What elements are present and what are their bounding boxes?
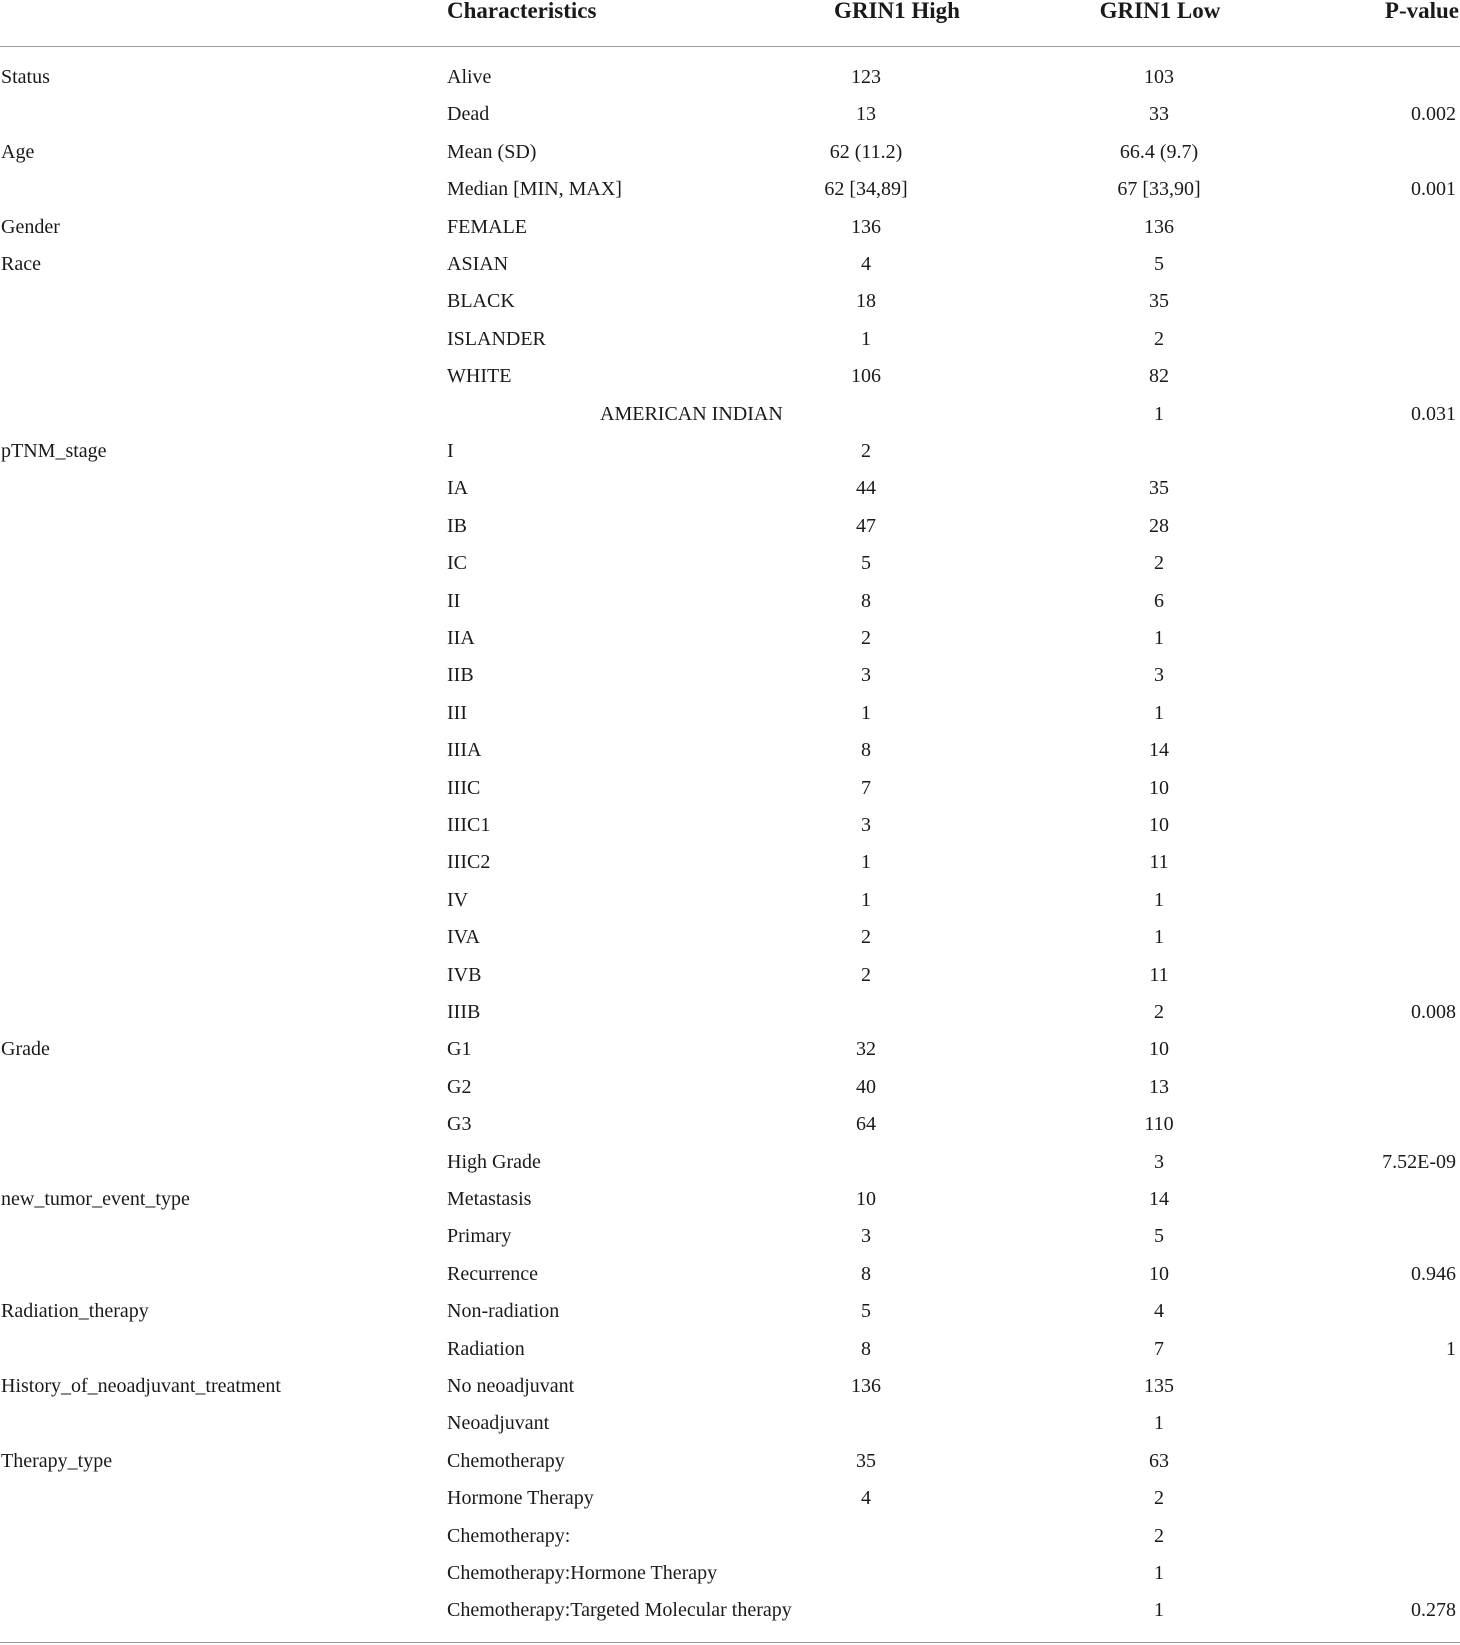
header-grin1-high: GRIN1 High <box>834 0 960 23</box>
row-group-label: Therapy_type <box>1 1450 113 1472</box>
row-characteristic: G2 <box>447 1076 472 1098</box>
header-characteristics: Characteristics <box>447 0 597 23</box>
row-grin1-low-value: 82 <box>1149 365 1169 387</box>
row-grin1-high-value: 40 <box>856 1076 876 1098</box>
row-grin1-low-value: 1 <box>1154 702 1164 724</box>
row-grin1-high-value: 1 <box>861 851 871 873</box>
row-characteristic: No neoadjuvant <box>447 1375 575 1397</box>
row-characteristic: Chemotherapy <box>447 1450 565 1472</box>
row-grin1-high-value: 3 <box>861 814 871 836</box>
row-grin1-low-value: 1 <box>1154 1562 1164 1584</box>
row-grin1-low-value: 14 <box>1149 1188 1169 1210</box>
row-grin1-high-value: 3 <box>861 664 871 686</box>
row-characteristic: High Grade <box>447 1151 541 1173</box>
row-characteristic: BLACK <box>447 290 515 312</box>
row-grin1-low-value: 5 <box>1154 253 1164 275</box>
row-grin1-high-value: 62 (11.2) <box>829 141 903 163</box>
row-grin1-high-value: 1 <box>861 702 871 724</box>
row-grin1-low-value: 67 [33,90] <box>1117 178 1201 200</box>
row-grin1-high-value: 13 <box>856 103 876 125</box>
row-group-label: Age <box>1 141 35 163</box>
row-group-label: Race <box>1 253 41 275</box>
row-group-label: Status <box>1 66 50 88</box>
row-characteristic: AMERICAN INDIAN <box>600 403 783 425</box>
row-p-value: 0.946 <box>1411 1263 1456 1285</box>
row-grin1-low-value: 7 <box>1154 1338 1164 1360</box>
row-grin1-high-value: 8 <box>861 1338 871 1360</box>
row-grin1-high-value: 123 <box>851 66 881 88</box>
header-divider <box>0 46 1460 47</box>
row-grin1-low-value: 10 <box>1149 1038 1169 1060</box>
row-grin1-high-value: 4 <box>861 1487 871 1509</box>
row-grin1-high-value: 2 <box>861 926 871 948</box>
row-characteristic: G3 <box>447 1113 472 1135</box>
row-p-value: 0.001 <box>1411 178 1456 200</box>
row-characteristic: IIIB <box>447 1001 481 1023</box>
row-characteristic: Mean (SD) <box>447 141 537 163</box>
row-grin1-low-value: 63 <box>1149 1450 1169 1472</box>
row-characteristic: Neoadjuvant <box>447 1412 550 1434</box>
row-grin1-low-value: 135 <box>1144 1375 1174 1397</box>
row-grin1-low-value: 136 <box>1144 216 1174 238</box>
row-grin1-high-value: 2 <box>861 964 871 986</box>
row-characteristic: I <box>447 440 454 462</box>
row-grin1-low-value: 2 <box>1154 1525 1164 1547</box>
row-grin1-high-value: 47 <box>856 515 876 537</box>
row-grin1-low-value: 2 <box>1154 1001 1164 1023</box>
row-grin1-high-value: 5 <box>861 552 871 574</box>
row-grin1-low-value: 3 <box>1154 1151 1164 1173</box>
row-group-label: History_of_neoadjuvant_treatment <box>1 1375 281 1397</box>
row-grin1-low-value: 14 <box>1149 739 1169 761</box>
row-grin1-low-value: 4 <box>1154 1300 1164 1322</box>
row-grin1-high-value: 62 [34,89] <box>824 178 908 200</box>
row-characteristic: IVB <box>447 964 482 986</box>
row-characteristic: Radiation <box>447 1338 525 1360</box>
row-characteristic: Primary <box>447 1225 512 1247</box>
row-group-label: Gender <box>1 216 60 238</box>
row-characteristic: IV <box>447 889 469 911</box>
row-grin1-high-value: 8 <box>861 739 871 761</box>
row-grin1-low-value: 66.4 (9.7) <box>1119 141 1199 163</box>
row-characteristic: Recurrence <box>447 1263 539 1285</box>
row-characteristic: III <box>447 702 467 724</box>
row-grin1-low-value: 10 <box>1149 814 1169 836</box>
row-grin1-high-value: 2 <box>861 627 871 649</box>
row-characteristic: Chemotherapy:Hormone Therapy <box>447 1562 718 1584</box>
row-grin1-low-value: 110 <box>1144 1113 1174 1135</box>
row-characteristic: IIIC <box>447 777 481 799</box>
row-grin1-high-value: 3 <box>861 1225 871 1247</box>
row-grin1-high-value: 2 <box>861 440 871 462</box>
row-p-value: 7.52E-09 <box>1382 1151 1456 1173</box>
row-characteristic: Chemotherapy: <box>447 1525 571 1547</box>
row-grin1-low-value: 1 <box>1154 926 1164 948</box>
row-characteristic: IIB <box>447 664 474 686</box>
row-grin1-low-value: 5 <box>1154 1225 1164 1247</box>
row-grin1-low-value: 1 <box>1154 889 1164 911</box>
row-p-value: 1 <box>1446 1338 1456 1360</box>
row-characteristic: IIIC2 <box>447 851 491 873</box>
row-grin1-low-value: 1 <box>1154 627 1164 649</box>
row-p-value: 0.008 <box>1411 1001 1456 1023</box>
row-grin1-low-value: 2 <box>1154 1487 1164 1509</box>
row-grin1-high-value: 136 <box>851 1375 881 1397</box>
row-group-label: pTNM_stage <box>1 440 107 462</box>
row-grin1-high-value: 1 <box>861 328 871 350</box>
row-p-value: 0.278 <box>1411 1599 1456 1621</box>
row-characteristic: Metastasis <box>447 1188 532 1210</box>
row-grin1-low-value: 35 <box>1149 290 1169 312</box>
row-characteristic: Chemotherapy:Targeted Molecular therapy <box>447 1599 792 1621</box>
row-grin1-low-value: 3 <box>1154 664 1164 686</box>
row-grin1-high-value: 106 <box>851 365 881 387</box>
row-grin1-high-value: 136 <box>851 216 881 238</box>
row-characteristic: Hormone Therapy <box>447 1487 594 1509</box>
row-grin1-high-value: 1 <box>861 889 871 911</box>
row-grin1-high-value: 5 <box>861 1300 871 1322</box>
row-p-value: 0.002 <box>1411 103 1456 125</box>
row-characteristic: ASIAN <box>447 253 509 275</box>
row-grin1-high-value: 8 <box>861 590 871 612</box>
row-grin1-low-value: 2 <box>1154 328 1164 350</box>
row-grin1-low-value: 35 <box>1149 477 1169 499</box>
row-grin1-high-value: 32 <box>856 1038 876 1060</box>
row-grin1-low-value: 1 <box>1154 1599 1164 1621</box>
row-grin1-high-value: 8 <box>861 1263 871 1285</box>
header-grin1-low: GRIN1 Low <box>1099 0 1221 23</box>
row-group-label: Grade <box>1 1038 50 1060</box>
row-group-label: Radiation_therapy <box>1 1300 149 1322</box>
row-grin1-high-value: 18 <box>856 290 876 312</box>
row-grin1-high-value: 35 <box>856 1450 876 1472</box>
row-characteristic: ISLANDER <box>447 328 546 350</box>
row-grin1-low-value: 33 <box>1149 103 1169 125</box>
row-grin1-high-value: 64 <box>856 1113 876 1135</box>
row-grin1-low-value: 2 <box>1154 552 1164 574</box>
row-characteristic: II <box>447 590 461 612</box>
row-grin1-high-value: 4 <box>861 253 871 275</box>
row-grin1-low-value: 13 <box>1149 1076 1169 1098</box>
row-characteristic: IA <box>447 477 469 499</box>
row-grin1-high-value: 10 <box>856 1188 876 1210</box>
row-characteristic: IB <box>447 515 467 537</box>
row-characteristic: IVA <box>447 926 480 948</box>
row-grin1-high-value: 44 <box>856 477 876 499</box>
row-grin1-low-value: 6 <box>1154 590 1164 612</box>
row-grin1-low-value: 28 <box>1149 515 1169 537</box>
row-group-label: new_tumor_event_type <box>1 1188 190 1210</box>
header-p-value: P-value <box>1384 0 1459 23</box>
row-characteristic: IIIC1 <box>447 814 491 836</box>
row-grin1-low-value: 11 <box>1149 964 1169 986</box>
row-characteristic: Non-radiation <box>447 1300 560 1322</box>
row-grin1-low-value: 103 <box>1144 66 1174 88</box>
row-grin1-high-value: 7 <box>861 777 871 799</box>
row-characteristic: IC <box>447 552 467 574</box>
row-characteristic: IIA <box>447 627 475 649</box>
row-p-value: 0.031 <box>1411 403 1456 425</box>
row-characteristic: WHITE <box>447 365 512 387</box>
table-bottom-rule <box>0 1642 1460 1643</box>
row-grin1-low-value: 10 <box>1149 777 1169 799</box>
row-grin1-low-value: 11 <box>1149 851 1169 873</box>
row-characteristic: Median [MIN, MAX] <box>447 178 622 200</box>
row-grin1-low-value: 10 <box>1149 1263 1169 1285</box>
row-grin1-low-value: 1 <box>1154 403 1164 425</box>
row-characteristic: Dead <box>447 103 490 125</box>
row-grin1-low-value: 1 <box>1154 1412 1164 1434</box>
row-characteristic: Alive <box>447 66 492 88</box>
row-characteristic: FEMALE <box>447 216 527 238</box>
row-characteristic: IIIA <box>447 739 482 761</box>
row-characteristic: G1 <box>447 1038 472 1060</box>
